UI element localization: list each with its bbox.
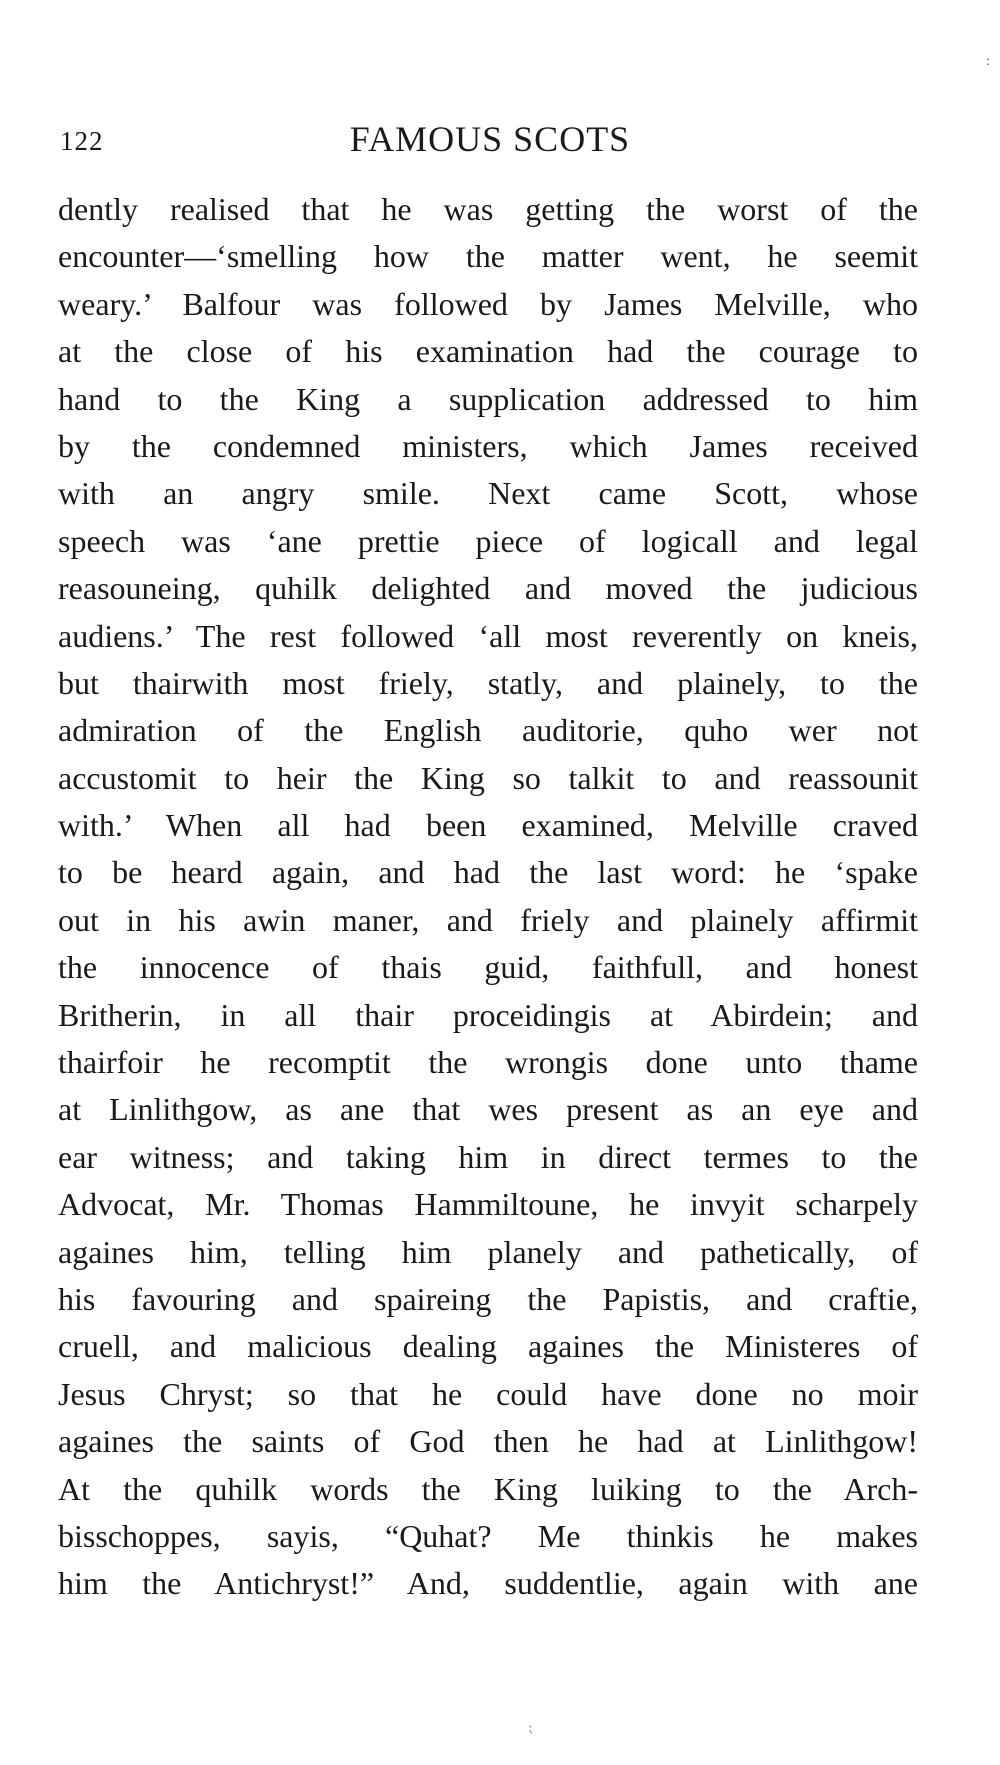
body-text xyxy=(58,186,918,1608)
text-line: bisschoppes, sayis, “Quhat? Me thinkis he makes xyxy=(58,1517,918,1554)
page-number: 122 xyxy=(60,126,104,156)
text-line: Britherin, in all thair proceidingis at Abirdein; and xyxy=(58,996,918,1033)
text-line: at the close of his examination had the courage to xyxy=(58,333,918,370)
text-line: Jesus Chryst; so that he could have done no moir xyxy=(58,1375,918,1412)
text-line: with.’ When all had been examined, Melville craved xyxy=(58,807,918,844)
text-line: cruell, and malicious dealing againes the Ministeres of xyxy=(58,1328,918,1365)
text-line: reasouneing, quhilk delighted and moved the judicious xyxy=(58,570,918,607)
text-line: speech was ‘ane prettie piece of logicall and legal xyxy=(58,522,918,559)
text-line: encounter—‘smelling how the matter went, he seemit xyxy=(58,238,918,275)
text-line: but thairwith most friely, statly, and plainely, to the xyxy=(58,664,918,701)
text-line: againes him, telling him planely and pathetically, of xyxy=(58,1233,918,1270)
text-line: by the condemned ministers, which James received xyxy=(58,427,918,464)
text-line: Advocat, Mr. Thomas Hammiltoune, he invyit scharpely xyxy=(58,1186,918,1223)
text-line: At the quhilk words the King luiking to the Arch- xyxy=(58,1470,918,1507)
text-line: at Linlithgow, as ane that wes present as an eye and xyxy=(58,1091,918,1128)
text-line: accustomit to heir the King so talkit to and reassounit xyxy=(58,759,918,796)
running-head xyxy=(60,118,920,162)
text-line: againes the saints of God then he had at Linlithgow! xyxy=(58,1423,918,1460)
text-line: dently realised that he was getting the worst of the xyxy=(58,191,918,227)
text-line: the innocence of thais guid, faithfull, and honest xyxy=(58,949,918,986)
text-line: his favouring and spaireing the Papistis, and craftie, xyxy=(58,1280,918,1317)
scan-mark-bottom: ⁏ xyxy=(528,1721,533,1736)
text-line: to be heard again, and had the last word: he ‘spake xyxy=(58,854,918,891)
scan-mark: : xyxy=(986,54,990,69)
text-line: him the Antichryst!” And, suddentlie, again with ane xyxy=(58,1565,918,1602)
text-line: admiration of the English auditorie, quho wer not xyxy=(58,712,918,749)
text-line: hand to the King a supplication addressed to him xyxy=(58,380,918,417)
text-line: audiens.’ The rest followed ‘all most reverently on kneis, xyxy=(58,617,918,654)
text-line: weary.’ Balfour was followed by James Melville, who xyxy=(58,285,918,322)
text-line: thairfoir he recomptit the wrongis done unto thame xyxy=(58,1044,918,1081)
text-line: out in his awin maner, and friely and plainely affirmit xyxy=(58,901,918,938)
running-title: FAMOUS SCOTS xyxy=(349,119,631,159)
text-line: with an angry smile. Next came Scott, whose xyxy=(58,475,918,512)
text-line: ear witness; and taking him in direct termes to the xyxy=(58,1138,918,1175)
